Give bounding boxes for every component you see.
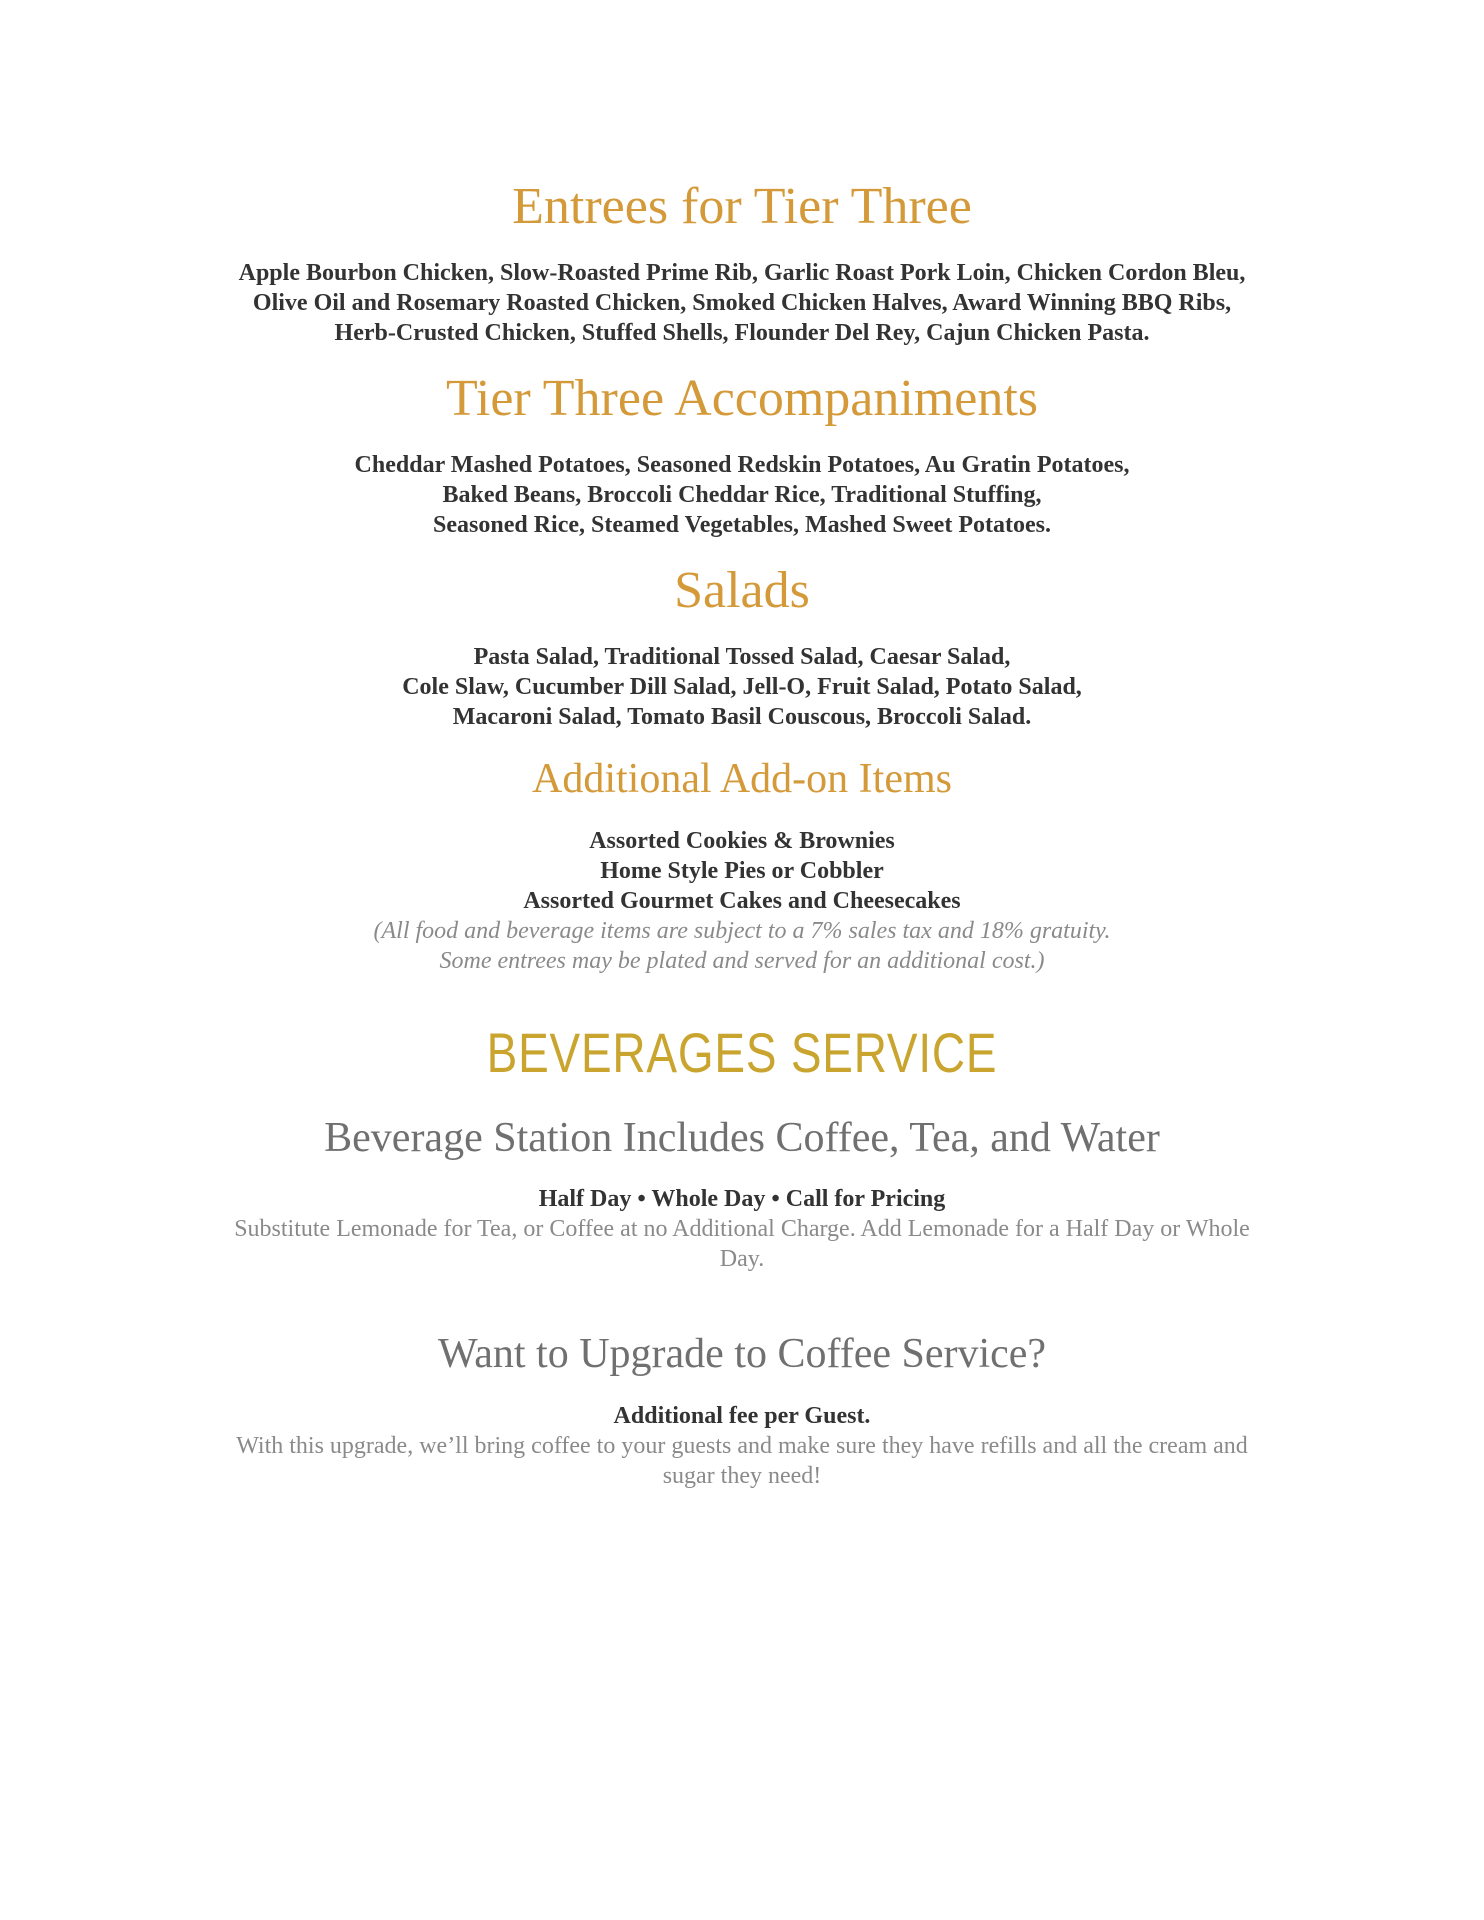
coffee-upgrade-fee: Additional fee per Guest. bbox=[613, 1403, 871, 1429]
coffee-upgrade-heading: Want to Upgrade to Coffee Service? bbox=[437, 1331, 1047, 1377]
entrees-list bbox=[140, 258, 1344, 348]
addons-list bbox=[140, 826, 1344, 916]
accompaniments-line: Cheddar Mashed Potatoes, Seasoned Redskin Potatoes, Au Gratin Potatoes, bbox=[354, 452, 1130, 478]
beverage-note-line: Substitute Lemonade for Tea, or Coffee at no Additional Charge. Add Lemonade for a Half Day or Whole bbox=[234, 1216, 1250, 1242]
beverage-pricing: Half Day • Whole Day • Call for Pricing bbox=[538, 1186, 946, 1212]
tax-note bbox=[140, 916, 1344, 976]
beverage-station-heading: Beverage Station Includes Coffee, Tea, and Water bbox=[324, 1115, 1160, 1161]
salads-list bbox=[140, 642, 1344, 732]
addons-heading: Additional Add-on Items bbox=[532, 756, 952, 802]
tax-note-line: (All food and beverage items are subject to a 7% sales tax and 18% gratuity. bbox=[373, 918, 1111, 944]
tax-note-line: Some entrees may be plated and served for an additional cost.) bbox=[439, 948, 1045, 974]
salads-line: Pasta Salad, Traditional Tossed Salad, Caesar Salad, bbox=[473, 644, 1011, 670]
beverage-note bbox=[140, 1214, 1344, 1274]
entrees-line: Apple Bourbon Chicken, Slow-Roasted Prime Rib, Garlic Roast Pork Loin, Chicken Cordon Bleu, bbox=[238, 260, 1246, 286]
coffee-upgrade-note bbox=[140, 1431, 1344, 1491]
accompaniments-line: Baked Beans, Broccoli Cheddar Rice, Traditional Stuffing, bbox=[442, 482, 1042, 508]
salads-line: Cole Slaw, Cucumber Dill Salad, Jell-O, Fruit Salad, Potato Salad, bbox=[402, 674, 1082, 700]
salads-heading: Salads bbox=[674, 562, 810, 619]
coffee-upgrade-note-line: With this upgrade, we’ll bring coffee to your guests and make sure they have refills and all the cream and bbox=[236, 1433, 1248, 1459]
coffee-upgrade-note-line: sugar they need! bbox=[662, 1463, 822, 1489]
accompaniments-heading: Tier Three Accompaniments bbox=[445, 370, 1039, 427]
beverages-heading: BEVERAGES SERVICE bbox=[486, 1021, 998, 1084]
beverage-note-line: Day. bbox=[719, 1246, 765, 1272]
entrees-line: Herb-Crusted Chicken, Stuffed Shells, Flounder Del Rey, Cajun Chicken Pasta. bbox=[334, 320, 1150, 346]
accompaniments-line: Seasoned Rice, Steamed Vegetables, Mashed Sweet Potatoes. bbox=[433, 512, 1051, 538]
addons-line: Assorted Gourmet Cakes and Cheesecakes bbox=[523, 888, 961, 914]
addons-line: Home Style Pies or Cobbler bbox=[600, 858, 884, 884]
entrees-heading: Entrees for Tier Three bbox=[512, 178, 972, 235]
addons-line: Assorted Cookies & Brownies bbox=[589, 828, 895, 854]
accompaniments-list bbox=[140, 450, 1344, 540]
salads-line: Macaroni Salad, Tomato Basil Couscous, Broccoli Salad. bbox=[452, 704, 1032, 730]
entrees-line: Olive Oil and Rosemary Roasted Chicken, Smoked Chicken Halves, Award Winning BBQ Ribs, bbox=[252, 290, 1232, 316]
